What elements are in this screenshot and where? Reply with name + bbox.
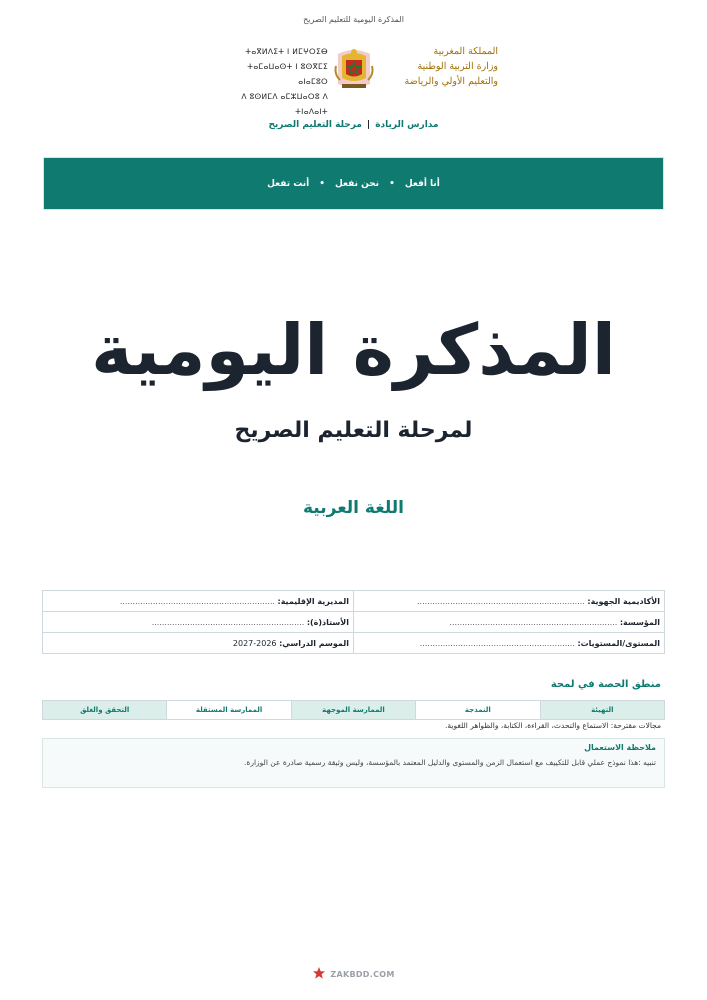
table-row <box>43 612 665 633</box>
teaching-steps-banner <box>43 157 664 210</box>
phase-modeling: النمذجة <box>415 701 539 719</box>
usage-note-body: تنبيه :هذا نموذج عملي قابل للتكييف مع استعمال الزمن والمستوى والدليل المعتمد بالمؤسسة، وليس وثيقة رسمية صادرة عن الوزارة. <box>244 758 656 767</box>
tifinagh-ministry-name: ⵜⴰⴳⵍⴷⵉⵜ ⵏ ⵍⵎⵖⵔⵉⴱ ⵜⴰⵎⴰⵡⴰⵙⵜ ⵏ ⵓⵙⴳⵎⵉ ⴰⵏⴰⵎⵓⵔ ⴷ ⵓⵙⵍⵎⴷ ⴰⵎⵣⵡⴰⵔⵓ ⴷ ⵜⵏⴰⴷⴰⵏⵜ <box>241 47 328 116</box>
table-row <box>43 633 665 654</box>
phase-guided-practice: الممارسة الموجهة <box>291 701 415 719</box>
bullet-dot: • <box>389 178 395 189</box>
usage-note-box <box>42 738 665 788</box>
footer-logo <box>0 966 707 982</box>
separator: | <box>366 120 371 130</box>
institution-cell: المؤسسة: .................................................................. <box>354 612 665 633</box>
star-logo-icon <box>312 966 326 982</box>
phase-preparation: التهيئة <box>540 701 664 719</box>
phase-check-and-close: التحقق والغلق <box>43 701 166 719</box>
suggested-domains: مجالات مقترحة: الاستماع والتحدث، القراءة، الكتابة، والظواهر اللغوية. <box>445 721 661 730</box>
programme-line <box>0 120 707 130</box>
document-header-title: المذكرة اليومية للتعليم الصريح <box>303 15 404 24</box>
bullet-dot: • <box>319 178 325 189</box>
lesson-phases-bar <box>42 700 665 720</box>
footer-logo-text: ZAKBDD.COM <box>330 969 395 979</box>
usage-note-title: ملاحظة الاستعمال <box>584 743 656 752</box>
directorate-cell: المديرية الإقليمية: ............................................................. <box>43 591 354 612</box>
level-cell: المستوى/المستويات: ............................................................. <box>354 633 665 654</box>
season-cell: الموسم الدراسي: 2026-2027 <box>43 633 354 654</box>
info-table <box>42 590 665 654</box>
teacher-cell: الأستاذ(ة): ............................................................ <box>43 612 354 633</box>
season-value: 2026-2027 <box>232 638 277 648</box>
phase-independent-practice: الممارسة المستقلة <box>166 701 290 719</box>
arabic-ministry-name: المملكة المغربية وزارة التربية الوطنية والتعليم الأولي والرياضة <box>404 46 498 87</box>
table-row <box>43 591 665 612</box>
main-title: المذكرة اليومية <box>91 309 616 391</box>
stage-name: مرحلة التعليم الصريح <box>268 120 362 130</box>
banner-step-we-do: نحن نفعل <box>334 178 380 189</box>
lesson-logic-title: منطق الحصة في لمحة <box>550 679 661 690</box>
moroccan-coat-of-arms-icon <box>332 44 376 90</box>
academy-cell: الأكاديمية الجهوية: .................................................................. <box>354 591 665 612</box>
banner-step-you-do: أنت تفعل <box>267 178 310 189</box>
subtitle: لمرحلة التعليم الصريح <box>234 418 473 443</box>
ministry-header <box>204 44 504 116</box>
subject-title: اللغة العربية <box>303 498 404 518</box>
banner-step-i-do: أنا أفعل <box>404 178 440 189</box>
school-program: مدارس الريادة <box>375 120 439 130</box>
